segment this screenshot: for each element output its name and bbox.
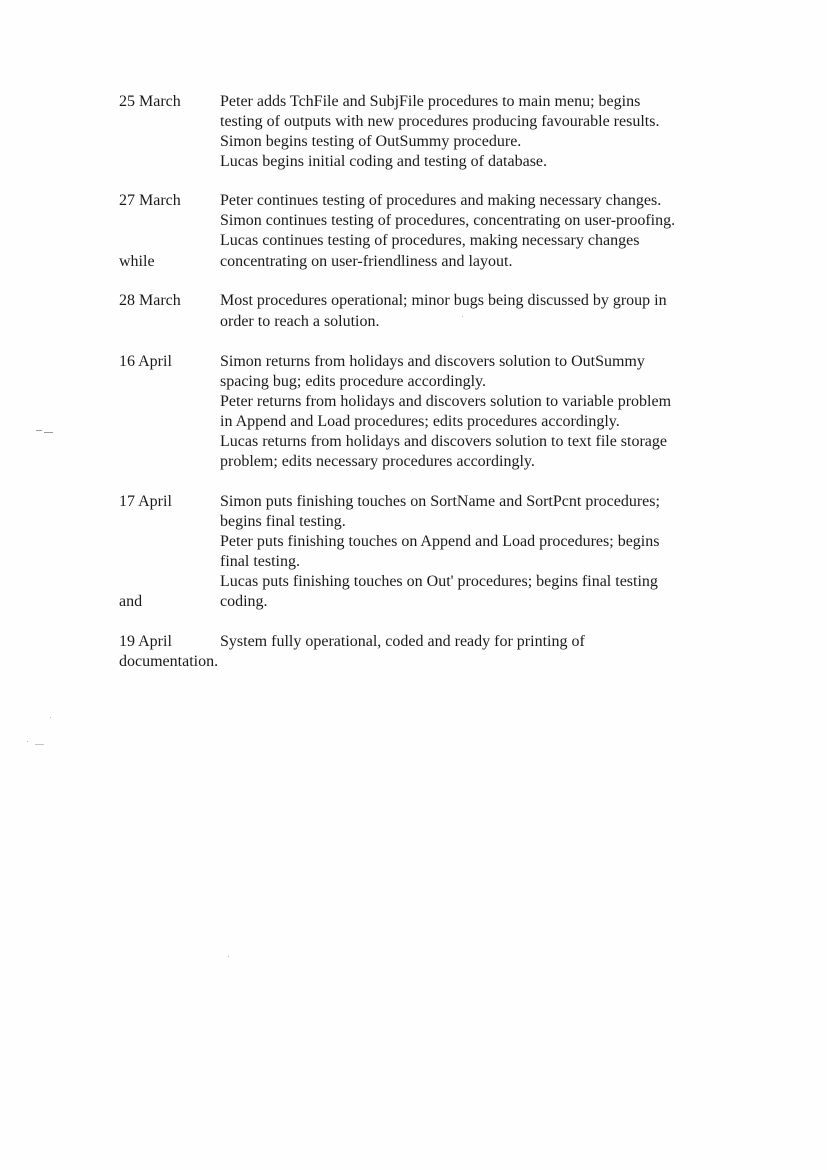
entry-line: testing of outputs with new procedures producing favourable results. bbox=[220, 113, 660, 130]
entry-line: Peter adds TchFile and SubjFile procedures to main menu; begins bbox=[220, 93, 641, 110]
entry-line: Simon returns from holidays and discovers solution to OutSummy bbox=[220, 353, 645, 370]
entry-line: coding. bbox=[220, 593, 268, 610]
entry-line: System fully operational, coded and ready for printing of bbox=[220, 633, 585, 650]
entry-line: final testing. bbox=[220, 553, 300, 570]
scan-artifact bbox=[462, 316, 463, 317]
entry-line: Most procedures operational; minor bugs being discussed by group in bbox=[220, 292, 667, 309]
scan-artifact bbox=[36, 430, 42, 431]
scan-artifact bbox=[50, 717, 51, 718]
entry-line: problem; edits necessary procedures accordingly. bbox=[220, 453, 535, 470]
entry-line: Lucas puts finishing touches on Out' procedures; begins final testing bbox=[220, 573, 658, 590]
entry-date: 17 April bbox=[119, 493, 172, 510]
entry-line: Lucas continues testing of procedures, making necessary changes bbox=[220, 232, 640, 249]
entry-date: 16 April bbox=[119, 353, 172, 370]
entry-date: 28 March bbox=[119, 292, 181, 309]
entry-date: 27 March bbox=[119, 192, 181, 209]
entry-line: Lucas returns from holidays and discovers solution to text file storage bbox=[220, 433, 668, 450]
scan-artifact bbox=[27, 741, 28, 742]
entry-line: order to reach a solution. bbox=[220, 313, 380, 330]
scan-artifact bbox=[228, 956, 229, 957]
entry-line: spacing bug; edits procedure accordingly. bbox=[220, 373, 486, 390]
entry-date: 19 April bbox=[119, 633, 172, 650]
entry-line: Simon puts finishing touches on SortName and SortPcnt procedures; bbox=[220, 493, 660, 510]
entry-line: Peter continues testing of procedures and making necessary changes. bbox=[220, 192, 662, 209]
margin-word: while bbox=[119, 253, 155, 270]
entry-line: Simon continues testing of procedures, concentrating on user-proofing. bbox=[220, 212, 676, 229]
entry-date: 25 March bbox=[119, 93, 181, 110]
entry-line: in Append and Load procedures; edits procedures accordingly. bbox=[220, 413, 620, 430]
entry-line: Lucas begins initial coding and testing of database. bbox=[220, 153, 548, 170]
entry-line: Peter puts finishing touches on Append and Load procedures; begins bbox=[220, 533, 660, 550]
entry-line: Simon begins testing of OutSummy procedure. bbox=[220, 133, 522, 150]
scan-artifact bbox=[35, 744, 44, 745]
entry-line: begins final testing. bbox=[220, 513, 346, 530]
margin-word: and bbox=[119, 593, 143, 610]
entry-continuation: documentation. bbox=[119, 653, 219, 670]
scan-artifact bbox=[44, 432, 53, 433]
entry-line: Peter returns from holidays and discovers solution to variable problem bbox=[220, 393, 672, 410]
entry-line: concentrating on user-friendliness and layout. bbox=[220, 253, 513, 270]
